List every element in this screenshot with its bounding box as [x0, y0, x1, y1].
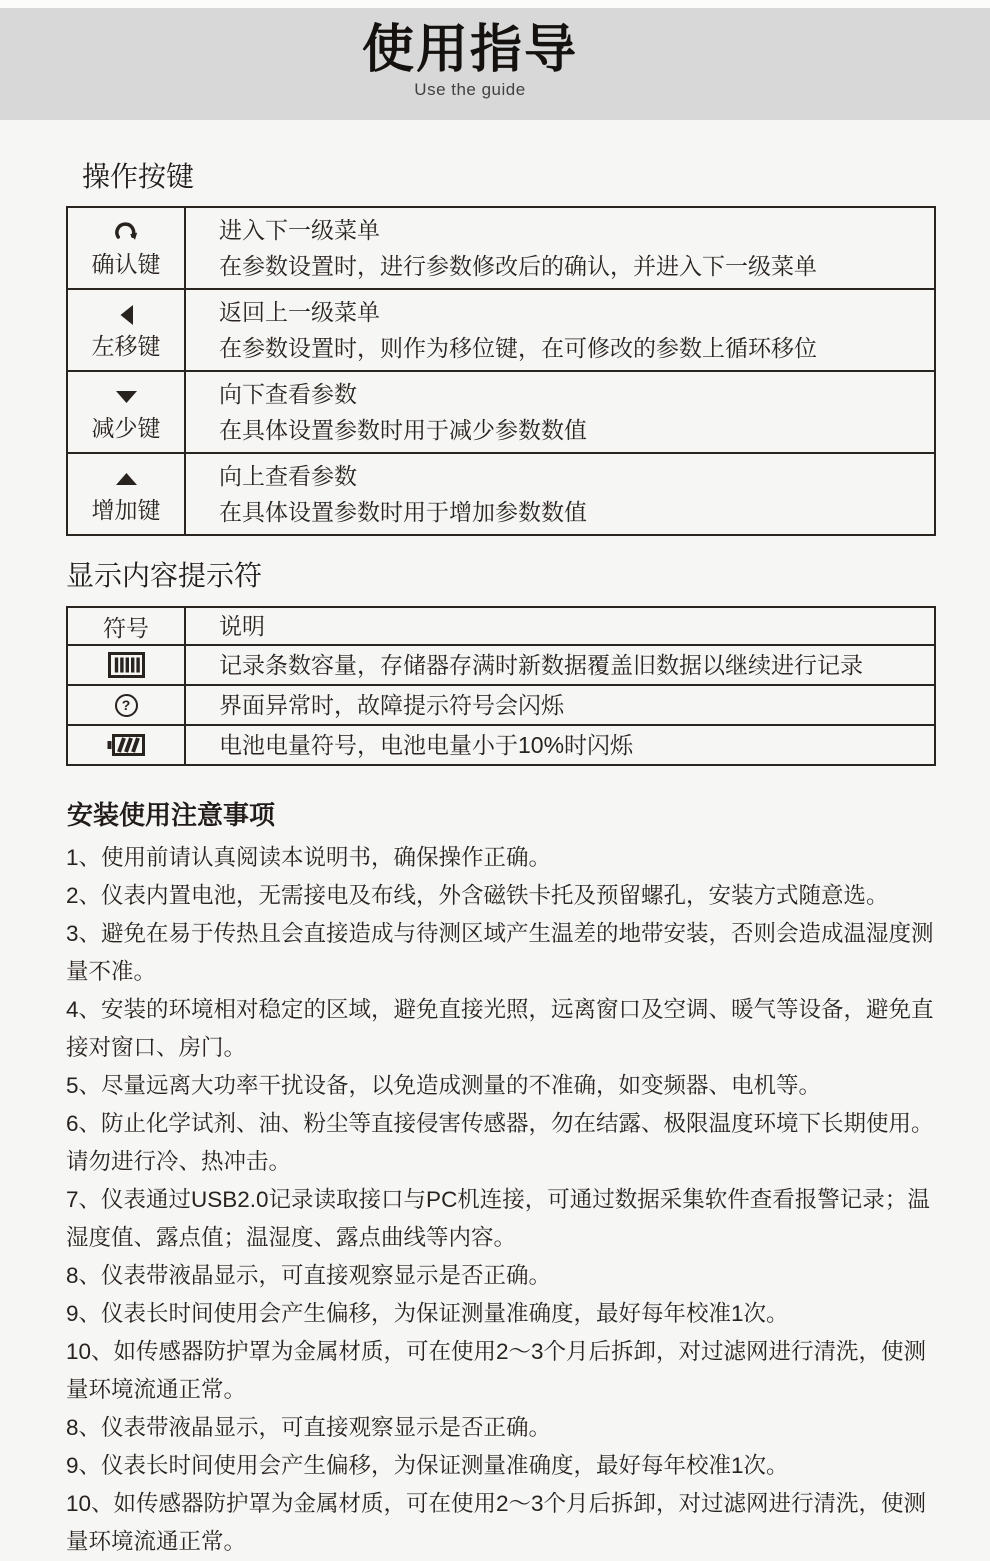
note-item: 1、使用前请认真阅读本说明书，确保操作正确。 — [66, 845, 552, 870]
note-item: 3、避免在易于传热且会直接造成与待测区域产生温差的地带安装，否则会造成温湿度测量不准。 — [66, 921, 934, 984]
key-desc-line1: 返回上一级菜单 — [219, 299, 380, 325]
key-symbol-cell — [67, 453, 185, 535]
top-margin-strip — [0, 0, 990, 8]
description-column-header: 说明 — [185, 607, 935, 645]
key-label: 减少键 — [91, 414, 161, 441]
key-symbol-cell — [67, 371, 185, 453]
table-row — [67, 645, 935, 685]
symbol-cell — [67, 725, 185, 765]
key-desc-line1: 向上查看参数 — [219, 463, 357, 489]
table-header-row — [67, 607, 935, 645]
note-item: 10、如传感器防护罩为金属材质，可在使用2～3个月后拆卸，对过滤网进行清洗，使测量环境流通正常。 — [66, 1491, 927, 1554]
section-heading-keys: 操作按键 — [82, 161, 195, 192]
note-item: 8、仪表带液晶显示，可直接观察显示是否正确。 — [66, 1415, 552, 1440]
key-symbol-cell — [67, 207, 185, 289]
table-row — [67, 685, 935, 725]
key-desc-cell — [185, 207, 935, 289]
note-item: 8、仪表带液晶显示，可直接观察显示是否正确。 — [66, 1263, 552, 1288]
battery-icon — [69, 733, 183, 757]
key-desc-line2: 在具体设置参数时用于减少参数数值 — [219, 417, 587, 443]
symbol-description: 界面异常时，故障提示符号会闪烁 — [185, 685, 935, 725]
note-item: 2、仪表内置电池，无需接电及布线，外含磁铁卡托及预留螺孔，安装方式随意选。 — [66, 883, 889, 908]
key-label: 左移键 — [91, 332, 161, 359]
page-subtitle: Use the guide — [414, 80, 526, 99]
table-row — [67, 207, 935, 289]
note-item: 10、如传感器防护罩为金属材质，可在使用2～3个月后拆卸，对过滤网进行清洗，使测量环境流通正常。 — [66, 1339, 927, 1402]
confirm-rotate-icon — [69, 220, 183, 246]
key-desc-cell — [185, 371, 935, 453]
table-row — [67, 289, 935, 371]
symbol-cell — [67, 645, 185, 685]
key-desc-line1: 进入下一级菜单 — [219, 217, 380, 243]
operation-keys-table — [66, 206, 936, 536]
symbol-column-header: 符号 — [67, 607, 185, 645]
section-heading-notes: 安装使用注意事项 — [67, 800, 276, 830]
display-symbols-table — [66, 606, 936, 766]
symbol-description: 电池电量符号，电池电量小于10%时闪烁 — [185, 725, 935, 765]
question-mark-icon: ? — [69, 694, 183, 717]
note-item: 9、仪表长时间使用会产生偏移，为保证测量准确度，最好每年校准1次。 — [66, 1453, 789, 1478]
up-triangle-icon — [69, 466, 183, 492]
section-heading-symbols: 显示内容提示符 — [66, 560, 263, 591]
down-triangle-icon — [69, 384, 183, 410]
key-desc-line2: 在参数设置时，进行参数修改后的确认，并进入下一级菜单 — [219, 253, 817, 279]
note-item: 5、尽量远离大功率干扰设备，以免造成测量的不准确，如变频器、电机等。 — [66, 1073, 822, 1098]
record-capacity-icon — [69, 652, 183, 678]
note-item: 4、安装的环境相对稳定的区域，避免直接光照，远离窗口及空调、暖气等设备，避免直接对窗口、房门。 — [66, 997, 934, 1060]
key-desc-line1: 向下查看参数 — [219, 381, 357, 407]
key-label: 确认键 — [91, 250, 161, 277]
key-symbol-cell — [67, 289, 185, 371]
table-row — [67, 725, 935, 765]
symbol-description: 记录条数容量，存储器存满时新数据覆盖旧数据以继续进行记录 — [185, 645, 935, 685]
installation-notes-list — [66, 839, 937, 1561]
note-item: 7、仪表通过USB2.0记录读取接口与PC机连接，可通过数据采集软件查看报警记录；温湿度值、露点值；温湿度、露点曲线等内容。 — [66, 1187, 930, 1250]
table-row — [67, 453, 935, 535]
key-desc-line2: 在具体设置参数时用于增加参数数值 — [219, 499, 587, 525]
note-item: 6、防止化学试剂、油、粉尘等直接侵害传感器，勿在结露、极限温度环境下长期使用。请勿进行冷、热冲击。 — [66, 1111, 934, 1174]
page-header — [0, 8, 990, 120]
note-item: 9、仪表长时间使用会产生偏移，为保证测量准确度，最好每年校准1次。 — [66, 1301, 789, 1326]
key-desc-cell — [185, 289, 935, 371]
key-label: 增加键 — [91, 496, 161, 523]
key-desc-cell — [185, 453, 935, 535]
table-row — [67, 371, 935, 453]
page-content — [66, 161, 937, 1561]
page-title: 使用指导 — [361, 21, 578, 79]
left-triangle-icon — [69, 302, 183, 328]
symbol-cell — [67, 685, 185, 725]
key-desc-line2: 在参数设置时，则作为移位键，在可修改的参数上循环移位 — [219, 335, 817, 361]
